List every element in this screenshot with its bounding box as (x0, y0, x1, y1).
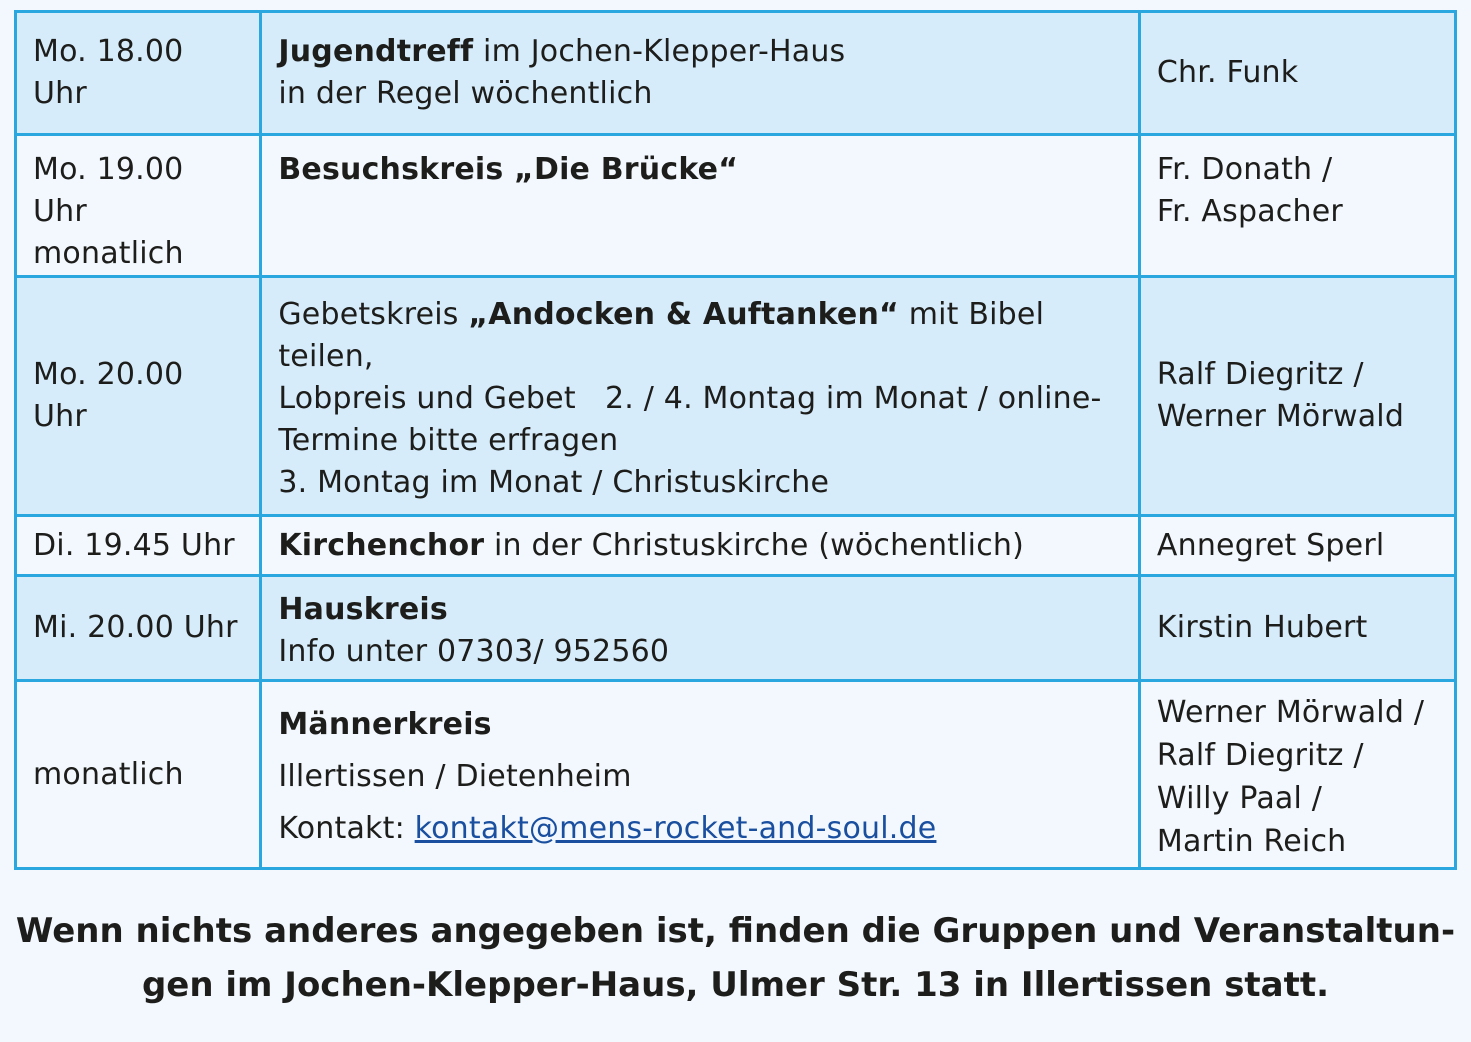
group-title-rest: im Jochen-Klepper-Haus (473, 34, 846, 69)
group-title: Kirchenchor (278, 527, 485, 563)
leader-cell (1139, 576, 1455, 681)
leader-name: Werner Mörwald (1156, 399, 1405, 434)
table-row (16, 135, 1456, 277)
contact-label: Kontakt: (278, 810, 415, 846)
time-cell (16, 681, 261, 869)
description-line: in der Regel wöchentlich (278, 76, 653, 111)
description-line: Termine bitte erfragen (278, 423, 619, 458)
leader-cell (1139, 516, 1455, 576)
table-row (16, 681, 1456, 869)
footer-note (0, 904, 1471, 1012)
description-line (278, 525, 1122, 567)
leader-name: Werner Mörwald / (1156, 694, 1425, 730)
description-line (278, 31, 1122, 73)
group-title: Jugendtreff (278, 34, 474, 69)
group-title-rest: in der Christuskirche (wöchentlich) (484, 527, 1025, 563)
schedule-table (14, 10, 1457, 870)
leader-name: Kirstin Hubert (1156, 610, 1368, 645)
time-text: Mo. 19.00 Uhr (33, 152, 184, 229)
description-cell (261, 576, 1140, 681)
leader-name: Martin Reich (1156, 823, 1347, 859)
time-text: Di. 19.45 Uhr (33, 527, 235, 563)
table-row (16, 12, 1456, 135)
description-line: Illertissen / Dietenheim (278, 758, 632, 794)
frequency-text: monatlich (33, 756, 184, 792)
description-cell (261, 516, 1140, 576)
leader-name: Fr. Aspacher (1156, 194, 1343, 229)
leader-name: Chr. Funk (1156, 55, 1299, 90)
description-suffix: mit Bibel teilen, (278, 297, 1045, 374)
table-row (16, 516, 1456, 576)
group-title: Besuchskreis „Die Brücke“ (278, 152, 739, 187)
table-row (16, 576, 1456, 681)
leader-name: Ralf Diegritz / (1156, 357, 1364, 392)
time-cell (16, 277, 261, 516)
group-title: Männerkreis (278, 706, 492, 742)
description-line (278, 294, 1122, 378)
table-row (16, 277, 1456, 516)
contact-email-link[interactable]: kontakt@mens-rocket-and-soul.de (414, 810, 937, 846)
time-text: Mo. 20.00 Uhr (33, 357, 184, 434)
time-cell (16, 12, 261, 135)
group-title: Hauskreis (278, 592, 448, 627)
description-line: Lobpreis und Gebet 2. / 4. Montag im Monat / online- (278, 381, 1102, 416)
contact-line (278, 803, 1122, 855)
leader-name: Annegret Sperl (1156, 527, 1385, 563)
time-cell (16, 576, 261, 681)
description-prefix: Gebetskreis (278, 297, 469, 332)
leader-cell (1139, 12, 1455, 135)
description-cell (261, 12, 1140, 135)
description-line: 3. Montag im Monat / Christuskirche (278, 465, 830, 500)
leader-name: Willy Paal / (1156, 780, 1323, 816)
leader-name: Ralf Diegritz / (1156, 737, 1364, 773)
time-cell (16, 516, 261, 576)
time-text: Mo. 18.00 Uhr (33, 34, 184, 111)
leader-cell (1139, 277, 1455, 516)
description-line: Info unter 07303/ 952560 (278, 634, 670, 669)
footer-note-line: Wenn nichts anderes angegeben ist, finden die Gruppen und Veranstaltun- (15, 911, 1456, 951)
leader-cell (1139, 135, 1455, 277)
time-text: Mi. 20.00 Uhr (33, 610, 238, 645)
time-cell (16, 135, 261, 277)
leader-name: Fr. Donath / (1156, 152, 1333, 187)
group-title: „Andocken & Auftanken“ (468, 297, 899, 332)
footer-note-line: gen im Jochen-Klepper-Haus, Ulmer Str. 13 in Illertissen statt. (141, 965, 1330, 1005)
description-cell (261, 135, 1140, 277)
description-cell (261, 277, 1140, 516)
description-cell (261, 681, 1140, 869)
leader-cell (1139, 681, 1455, 869)
frequency-text: monatlich (33, 236, 184, 271)
